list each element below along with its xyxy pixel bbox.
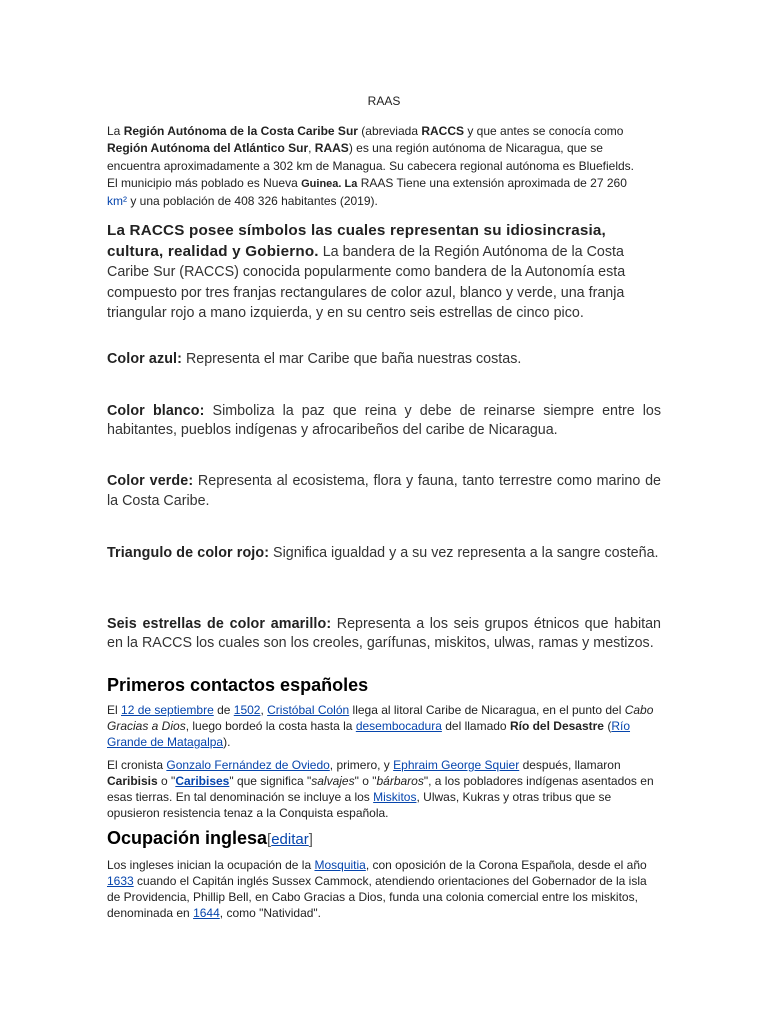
- italic-text: salvajes: [311, 774, 355, 788]
- italic-text: bárbaros: [376, 774, 424, 788]
- color-text: Representa a los seis grupos étnicos que habitan en la RACCS los cuales son los creoles, garífunas, miskitos, ulwas, ramas y mestizos.: [107, 616, 661, 651]
- bold-text: Región Autónoma del Atlántico Sur: [107, 141, 309, 156]
- color-label: Seis estrellas de color amarillo:: [107, 616, 332, 632]
- color-azul-paragraph: [107, 349, 661, 369]
- color-verde-paragraph: [107, 472, 661, 511]
- contactos-paragraph-2: [107, 757, 657, 821]
- year-1644-link[interactable]: 1644: [193, 906, 220, 920]
- text: El cronista: [107, 758, 167, 772]
- color-text: Representa al ecosistema, flora y fauna, tanto terrestre como marino de la Costa Caribe.: [107, 473, 661, 509]
- bracket: ]: [308, 831, 313, 848]
- text: " o ": [354, 774, 377, 788]
- text: ).: [223, 735, 231, 749]
- mosquitia-link[interactable]: Mosquitia: [314, 858, 366, 872]
- color-text: Significa igualdad y a su vez representa a la sangre costeña.: [269, 545, 659, 561]
- bold-text: Región Autónoma de la Costa Caribe Sur: [123, 124, 358, 138]
- text: " que significa ": [229, 774, 312, 788]
- text: después, llamaron: [519, 758, 621, 772]
- text: El: [107, 703, 122, 717]
- italic-text: Cabo Gracias a Dios: [107, 703, 654, 733]
- oviedo-link[interactable]: Gonzalo Fernández de Oviedo: [166, 758, 330, 772]
- squier-link[interactable]: Ephraim George Squier: [393, 758, 520, 772]
- text: de: [213, 703, 234, 717]
- color-text: Simboliza la paz que reina y debe de reinarse siempre entre los habitantes, pueblos indígenas y afrocaribeños del caribe de Nicaragua.: [107, 403, 662, 438]
- year-1633-link[interactable]: 1633: [107, 874, 134, 888]
- ocupacion-heading: [107, 828, 313, 849]
- color-text: Representa el mar Caribe que baña nuestras costas.: [181, 351, 522, 367]
- text: llega al litoral Caribe de Nicaragua, en el punto del: [349, 703, 625, 717]
- symbols-paragraph: [107, 221, 661, 324]
- text: Los ingleses inician la ocupación de la: [107, 858, 315, 872]
- desembocadura-link[interactable]: desembocadura: [355, 719, 442, 733]
- edit-link[interactable]: editar: [271, 831, 309, 848]
- color-amarillo-paragraph: [107, 615, 661, 652]
- intro-paragraph: [107, 123, 647, 210]
- text: y que antes se conocía como: [464, 124, 624, 138]
- bold-text: Caribisis: [107, 774, 158, 788]
- text: o ": [157, 774, 176, 788]
- text: RAAS Tiene una extensión aproximada de 27 260: [357, 175, 627, 190]
- rio-grande-link[interactable]: Río Grande de Matagalpa: [107, 719, 631, 749]
- contactos-paragraph-1: [107, 702, 657, 750]
- text: , como "Natividad".: [219, 906, 322, 920]
- color-label: Triangulo de color rojo:: [107, 545, 270, 561]
- text: , con oposición de la Corona Española, desde el año: [365, 858, 647, 872]
- color-rojo-paragraph: [107, 544, 661, 563]
- miskitos-link[interactable]: Miskitos: [373, 790, 417, 804]
- text: cuando el Capitán inglés Sussex Cammock, atendiendo orientaciones del Gobernador de la isla de Providencia, Phillip Bell, en Cabo Gracias a Dios, funda una colonia comercial entre los miskitos, denominada en: [107, 874, 647, 920]
- color-label: Color verde:: [107, 473, 194, 489]
- text: del llamado: [441, 719, 510, 733]
- bold-text: Guinea. La: [301, 177, 358, 190]
- ocupacion-heading-text: Ocupación inglesa: [107, 828, 268, 848]
- contactos-heading: Primeros contactos españoles: [107, 675, 369, 695]
- text: ) es una región autónoma de Nicaragua, que se encuentra aproximadamente a 302 km de Managua. Su cabecera regional autónoma es Bluefields. El municipio más poblado es Nueva: [107, 141, 634, 190]
- year-link[interactable]: 1502: [233, 703, 261, 717]
- caribises-link[interactable]: Caribises: [175, 774, 230, 788]
- bracket: [: [267, 831, 272, 848]
- text: La: [107, 124, 124, 138]
- symbols-text: La bandera de la Región Autónoma de la Costa Caribe Sur (RACCS) conocida popularmente como bandera de la Autonomía esta compuesto por tres franjas rectangulares de color azul, blanco y verde, una franja triangular rojo a mano izquierda, y en su centro seis estrellas de cinco pico.: [107, 243, 626, 321]
- colon-link[interactable]: Cristóbal Colón: [267, 703, 350, 717]
- color-label: Color azul:: [107, 351, 182, 367]
- date-link[interactable]: 12 de septiembre: [121, 703, 214, 717]
- text: y una población de 408 326 habitantes (2019).: [127, 194, 378, 209]
- text: ,: [260, 703, 268, 717]
- text: , luego bordeó la costa hasta la: [185, 719, 356, 733]
- edit-section: [267, 831, 313, 848]
- color-label: Color blanco:: [107, 403, 205, 419]
- document-title: RAAS: [367, 94, 401, 108]
- bold-text: RACCS: [421, 124, 464, 138]
- color-blanco-paragraph: [107, 402, 661, 439]
- ocupacion-paragraph: [107, 857, 657, 921]
- text: ,: [308, 141, 315, 156]
- text: ", a los pobladores indígenas asentados en esas tierras. En tal denominación se incluye a los: [107, 774, 654, 804]
- bold-text: Río del Desastre: [509, 719, 604, 733]
- text: , Ulwas, Kukras y otras tribus que se opusieron resistencia tenaz a la Conquista española.: [107, 790, 612, 820]
- text: (abreviada: [357, 124, 422, 138]
- text: (: [603, 719, 612, 733]
- km2-link[interactable]: km²: [107, 194, 127, 209]
- bold-text: RAAS: [314, 141, 349, 156]
- symbols-lead-bold: La RACCS posee símbolos las cuales representan su idiosincrasia, cultura, realidad y Gobierno.: [107, 222, 606, 260]
- text: , primero, y: [329, 758, 394, 772]
